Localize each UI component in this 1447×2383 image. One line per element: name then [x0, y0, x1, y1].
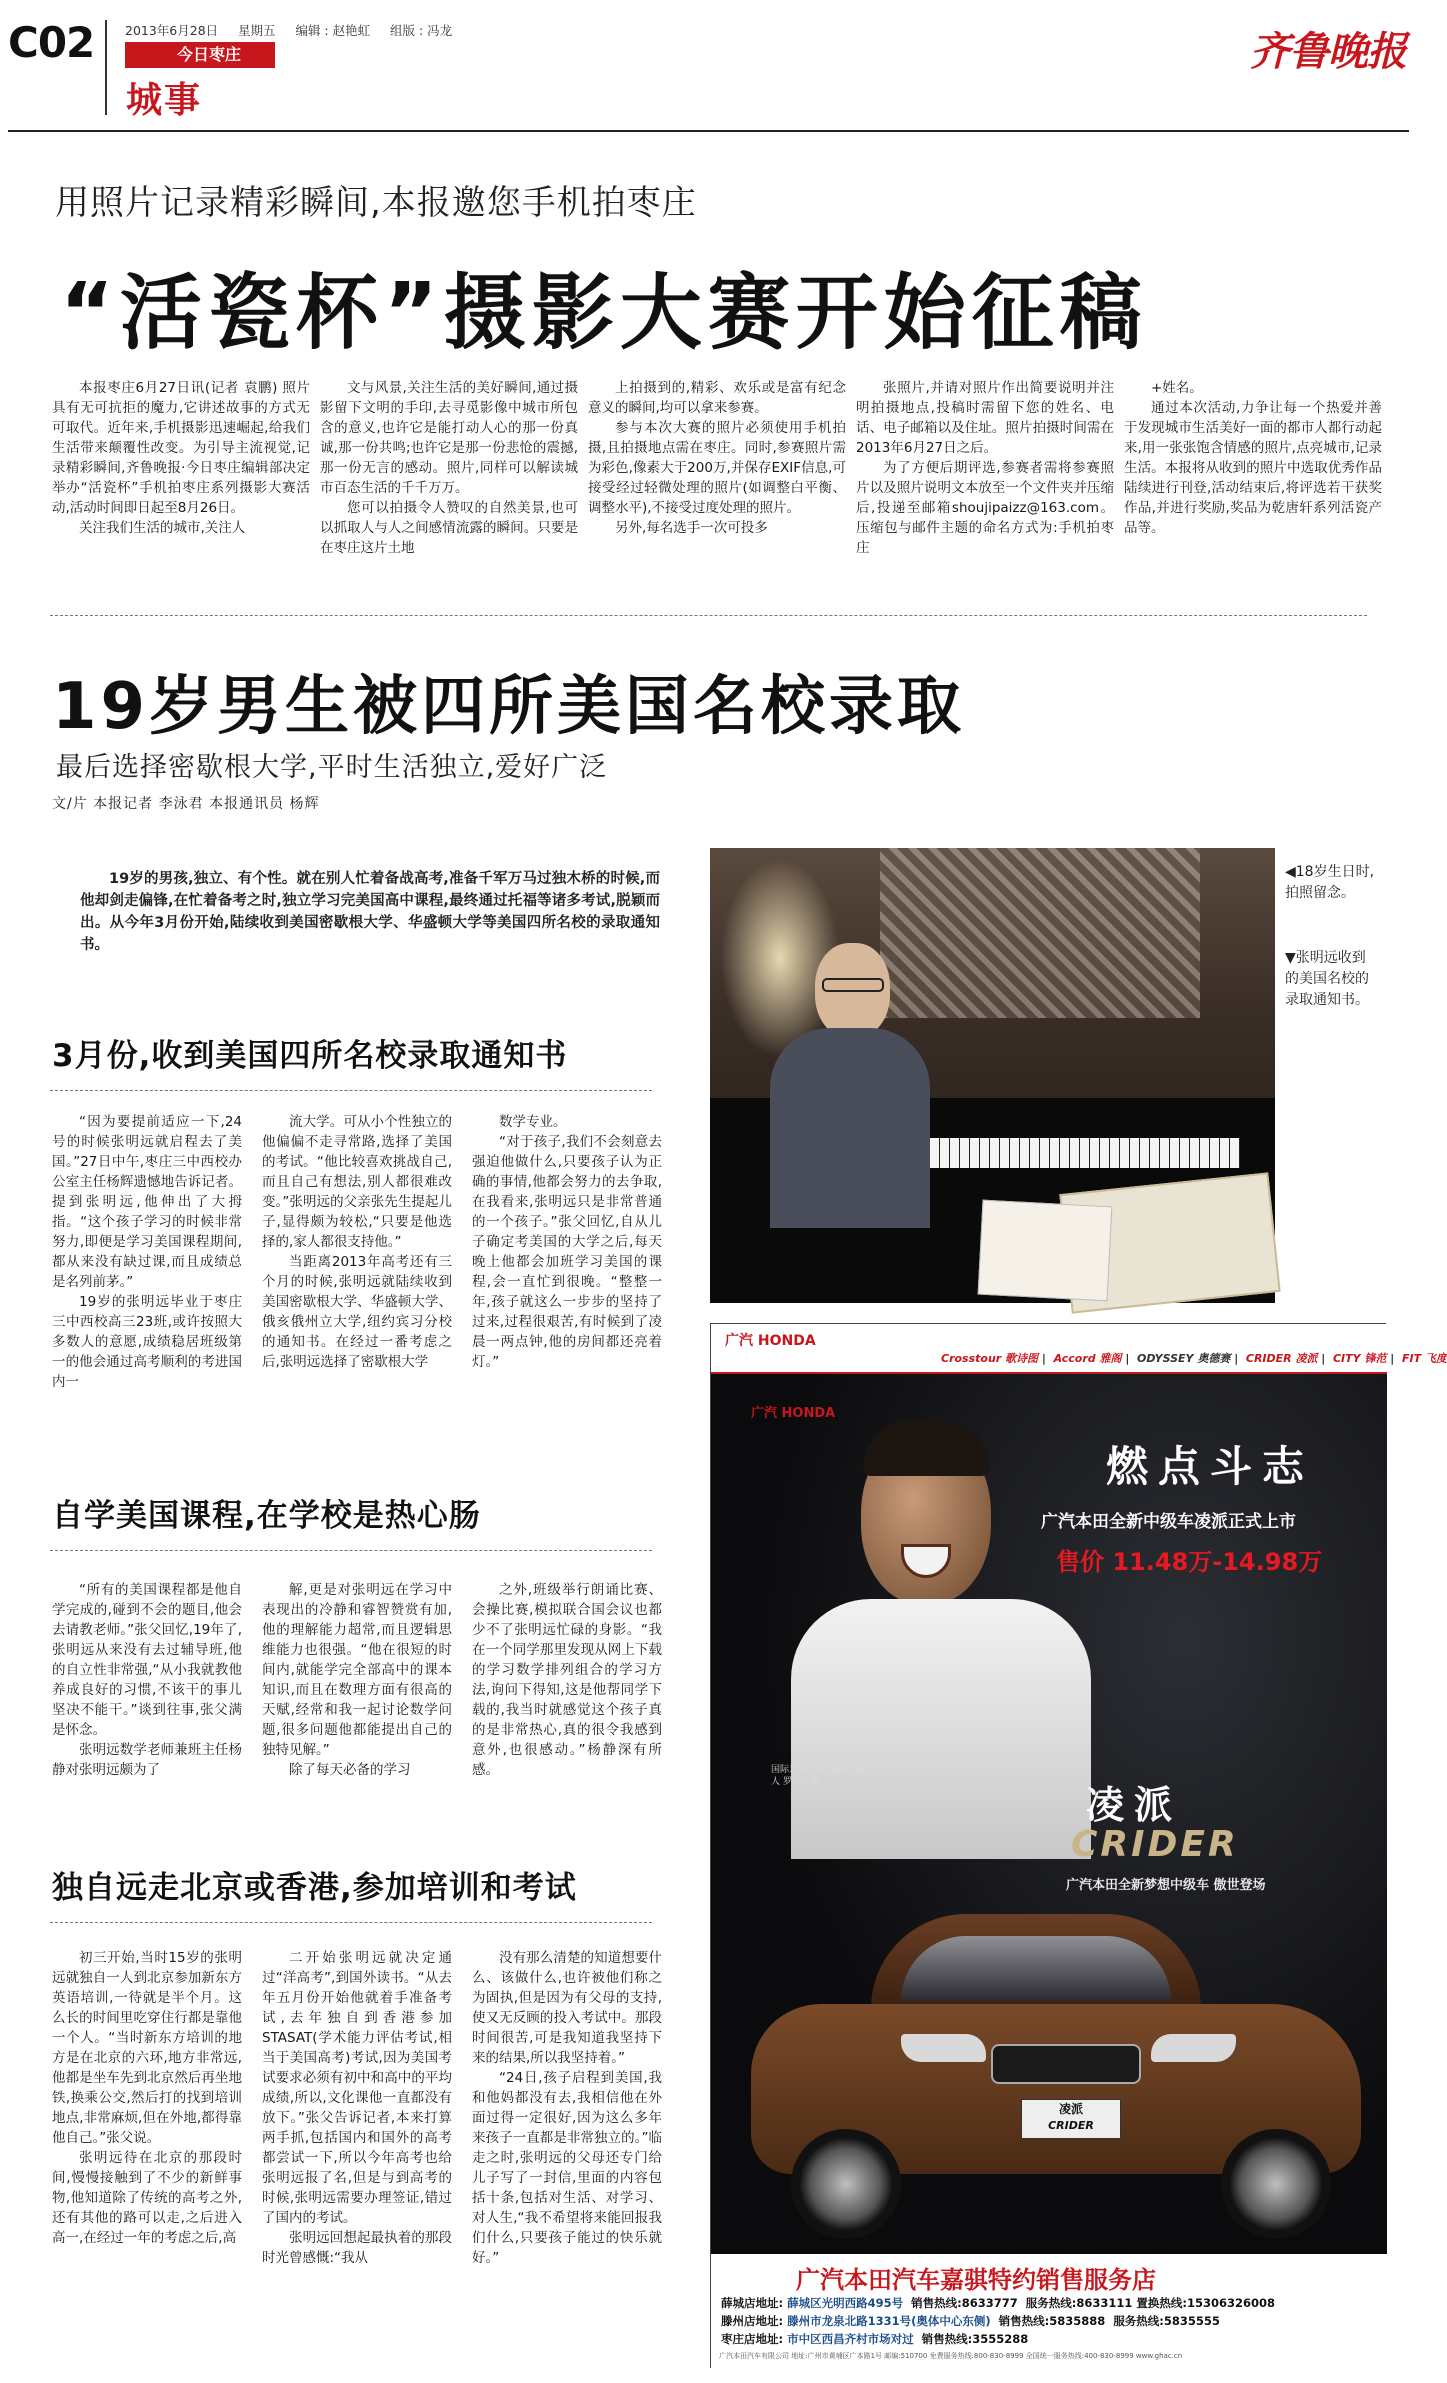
photo-caption-1: ◀18岁生日时,拍照留念。 — [1285, 864, 1375, 901]
ad-model-4: CRIDER 凌派 — [1245, 1352, 1318, 1365]
subhead-2-rule — [50, 1550, 652, 1551]
article2-byline: 文/片 本报记者 李泳君 本报通讯员 杨辉 — [52, 796, 320, 812]
article2-deck: 最后选择密歇根大学,平时生活独立,爱好广泛 — [56, 752, 608, 783]
article2-lead: 19岁的男孩,独立、有个性。就在别人忙着备战高考,准备千军万马过独木桥的时候,而他却剑走偏锋,在忙着备考之时,独立学习完美国高中课程,最终通过托福等诸多考试,脱颖而出。从今年3月份开始,陆续收到美国密歇根大学、华盛顿大学等美国四所名校的录取通知书。 — [80, 871, 660, 953]
ad-model-5: CITY 锋范 — [1332, 1352, 1387, 1365]
paragraph: 19岁的张明远毕业于枣庄三中西校高三23班,或许按照大多数人的意愿,成绩稳居班级第一的他会通过高考顺利的考进国内一 — [52, 1294, 242, 1390]
subhead-2: 自学美国课程,在学校是热心肠 — [52, 1498, 481, 1534]
ad-ambassador: 国际足球巨星 凌派形象代言人 罗纳尔多 — [771, 1765, 882, 1787]
s1-col3: 数学专业。 “对于孩子,我们不会刻意去强迫他做什么,只要孩子认为正确的事情,他都会努力的去争取,在我看来,张明远只是非常普通的一个孩子。”张父回忆,自从儿子确定考美国的大学之后,每天晚上他都会加班学习美国的课程,会一直忙到很晚。“整整一年,孩子就这么一步步的坚持了过来,过程很艰苦,有时候到了凌晨一两点钟,他的房间都还亮着灯。” — [472, 1114, 662, 1370]
masthead-logo: 齐鲁晚报 — [1250, 28, 1406, 75]
ad-dealer-address: 滕州市龙泉北路1331号(奥体中心东侧) — [787, 2314, 991, 2328]
header-meta — [125, 21, 452, 39]
article1-col3: 上拍摄到的,精彩、欢乐或是富有纪念意义的瞬间,均可以拿来参赛。 参与本次大赛的照片必须使用手机拍摄,且拍摄地点需在枣庄。同时,参赛照片需为彩色,像素大于200万,并保存EXIF信息,可接受经过轻微处理的照片(如调整白平衡、调整水平),不接受过度处理的照片。 另外,每名选手一次可投多 — [588, 380, 846, 536]
section-tag: 今日枣庄 — [125, 42, 275, 68]
ad-model-2: Accord 雅阁 — [1053, 1352, 1122, 1365]
paragraph: 当距离2013年高考还有三个月的时候,张明远就陆续收到美国密歇根大学、华盛顿大学、俄亥俄州立大学,纽约宾习分校的通知书。在经过一番考虑之后,张明远选择了密歇根大学 — [262, 1254, 452, 1370]
paragraph: 除了每天必备的学习 — [289, 1762, 411, 1778]
lattice-screen — [880, 848, 1200, 1018]
person-body — [770, 1028, 930, 1228]
subhead-3: 独自远走北京或香港,参加培训和考试 — [52, 1870, 577, 1906]
paragraph: 参与本次大赛的照片必须使用手机拍摄,且拍摄地点需在枣庄。同时,参赛照片需为彩色,像素大于200万,并保存EXIF信息,可接受经过轻微处理的照片(如调整白平衡、调整水平),不接受过度处理的照片。 — [588, 420, 846, 516]
section-title: 城事 — [126, 80, 203, 121]
ad-dealer-service: 服务热线:5835555 — [1113, 2314, 1220, 2328]
ad-dealer-sales: 销售热线:5835888 — [998, 2314, 1106, 2328]
article1-col1: 本报枣庄6月27日讯(记者 袁鹏) 照片具有无可抗拒的魔力,它讲述故事的方式无可取代。近年来,手机摄影迅速崛起,给我们生活带来颠覆性改变。为引导主流视觉,记录精彩瞬间,齐鲁晚报·今日枣庄编辑部决定举办“活瓷杯”手机拍枣庄系列摄影大赛活动,活动时间即日起至8月26日。 关注我们生活的城市,关注人 — [52, 380, 310, 536]
subhead-3-rule — [50, 1922, 652, 1923]
ad-fine-print: 广汽本田汽车有限公司 地址:广州市黄埔区广本路1号 邮编:510700 免费服务热线:800-830-8999 全国统一服务热线:400-830-8999 www.ghac.cn — [719, 2352, 1183, 2360]
ad-slogan: 广汽本田全新梦想中级车 傲世登场 — [1066, 1878, 1266, 1893]
layout-credit: 组版 : 冯龙 — [389, 23, 453, 38]
ad-brand-top: 广汽 HONDA — [725, 1333, 816, 1349]
article1-col4: 张照片,并请对照片作出简要说明并注明拍摄地点,投稿时需留下您的姓名、电话、电子邮箱以及住址。照片拍摄时间需在2013年6月27日之后。 为了方便后期评选,参赛者需将参赛照片以及照片说明文本放至一个文件夹并压缩后,投递至邮箱shoujipaizz@163.com。压缩包与邮件主题的命名方式为:手机拍枣庄 — [856, 380, 1114, 556]
car-windshield — [901, 1936, 1171, 2001]
ad-model-list: Crosstour 歌诗图 | Accord 雅阁 | ODYSSEY 奥德赛 | CRIDER 凌派 | CITY 锋范 | FIT 飞度 — [941, 1352, 1447, 1365]
s1-col1: “因为要提前适应一下,24号的时候张明远就启程去了美国。”27日中午,枣庄三中西校办公室主任杨辉遗憾地告诉记者。提到张明远,他伸出了大拇指。“这个孩子学习的时候非常努力,即便是学习美国课程期间,都从来没有缺过课,而且成绩总是名列前茅。” 19岁的张明远毕业于枣庄三中西校高三23班,或许按照大多数人的意愿,成绩稳居班级第一的他会通过高考顺利的考进国内一 — [52, 1114, 242, 1390]
ad-dealer-address: 市中区西昌齐村市场对过 — [787, 2332, 914, 2346]
article2-headline: 19岁男生被四所美国名校录取 — [52, 670, 966, 744]
car-grille — [991, 2044, 1141, 2084]
ad-dealer-row — [721, 2330, 1381, 2348]
ad-dealer-sales: 销售热线:3555288 — [921, 2332, 1029, 2346]
paragraph: 关注我们生活的城市,关注人 — [79, 520, 246, 536]
car-image — [751, 1914, 1361, 2244]
ad-subtitle: 广汽本田全新中级车凌派正式上市 — [1041, 1512, 1296, 1532]
ad-price: 售价 11.48万-14.98万 — [1056, 1548, 1323, 1576]
athlete-hair — [863, 1421, 989, 1476]
paragraph: 通过本次活动,力争让每一个热爱并善于发现城市生活美好一面的都市人都行动起来,用一张张饱含情感的照片,点亮城市,记录生活。本报将从收到的照片中选取优秀作品陆续进行刊登,活动结束后,将评选若干获奖作品,并进行奖励,奖品为乾唐轩系列活瓷产品等。 — [1124, 400, 1382, 536]
article1-col2: 文与风景,关注生活的美好瞬间,通过摄影留下文明的手印,去寻觅影像中城市所包含的意义,也许它是能打动人心的那一份真诚,那一份共鸣;也许它是那一份悲怆的震撼,那一份无言的感动。照片,同样可以解读城市百态生活的千千万万。 您可以拍摄令人赞叹的自然美景,也可以抓取人与人之间感情流露的瞬间。只要是在枣庄这片土地 — [320, 380, 578, 556]
paragraph: 您可以拍摄令人赞叹的自然美景,也可以抓取人与人之间感情流露的瞬间。只要是在枣庄这片土地 — [320, 500, 578, 556]
article1-headline: “活瓷杯”摄影大赛开始征稿 — [60, 266, 1148, 361]
ad-dealer-sales: 销售热线:8633777 — [911, 2296, 1018, 2310]
car-plate-cn: 凌派 — [1058, 2102, 1083, 2116]
ad-dealer-name: 广汽本田汽车嘉骐特约销售服务店 — [796, 2266, 1156, 2294]
ad-dealer-row — [721, 2312, 1381, 2330]
article1-bottom-rule — [50, 615, 1367, 616]
paragraph: 张明远数学老师兼班主任杨静对张明远颇为了 — [52, 1742, 242, 1778]
issue-weekday: 星期五 — [238, 23, 276, 38]
paragraph: “对于孩子,我们不会刻意去强迫他做什么,只要孩子认为正确的事情,他都会努力的去争取,在我看来,张明远只是非常普通的一个孩子。”张父回忆,自从儿子确定考美国的大学之后,每天晚上他都会加班学习美国的课程,会一直忙到很晚。“整整一年,孩子就这么一步步的坚持了过来,过程很艰苦,有时候到了凌晨一两点钟,他的房间都还亮着灯。” — [472, 1134, 662, 1370]
header-rule — [8, 130, 1409, 132]
header-divider-vertical — [105, 20, 107, 115]
ad-dealer-rows — [721, 2294, 1381, 2348]
ad-title: 燃点斗志 — [1106, 1442, 1315, 1491]
person-glasses — [822, 978, 884, 992]
article1-deck: 用照片记录精彩瞬间,本报邀您手机拍枣庄 — [55, 183, 697, 223]
paragraph: 张明远回想起最执着的那段时光曾感慨:“我从 — [262, 2230, 452, 2266]
car-plate-en: CRIDER — [1048, 2119, 1094, 2132]
ad-dealer-row — [721, 2294, 1381, 2312]
certificate-2 — [978, 1200, 1113, 1302]
ad-model-en: CRIDER — [1071, 1824, 1239, 1865]
student-photo — [710, 848, 1275, 1303]
ad-model-cn: 凌派 — [1086, 1783, 1183, 1827]
honda-ad — [710, 1323, 1447, 2368]
athlete-figure — [791, 1429, 1091, 1859]
car-headlight-right — [1151, 2034, 1236, 2062]
car-plate — [1021, 2099, 1121, 2139]
paragraph: “24日,孩子启程到美国,我和他妈都没有去,我相信他在外面过得一定很好,因为这么多年来孩子一直都是非常独立的。”临走之时,张明远的父母还专门给儿子写了一封信,里面的内容包括十条,包括对生活、对学习、对人生,“我不希望将来能回报我们什么,只要孩子能过的快乐就好。” — [472, 2070, 662, 2266]
paragraph: 为了方便后期评选,参赛者需将参赛照片以及照片说明文本放至一个文件夹并压缩后,投递至邮箱shoujipaizz@163.com。压缩包与邮件主题的命名方式为:手机拍枣庄 — [856, 460, 1114, 556]
issue-date: 2013年6月28日 — [125, 23, 219, 38]
editor-credit: 编辑 : 赵艳虹 — [295, 23, 371, 38]
car-wheel-left — [791, 2129, 901, 2239]
subhead-1-rule — [50, 1090, 652, 1091]
ad-model-3: ODYSSEY 奥德赛 — [1137, 1352, 1231, 1365]
subhead-1: 3月份,收到美国四所名校录取通知书 — [52, 1038, 568, 1074]
s2-col2: 解,更是对张明远在学习中表现出的冷静和睿智赞赏有加,他的理解能力超常,而且逻辑思维能力也很强。“他在很短的时间内,就能学完全部高中的课本知识,而且在数理方面有很高的天赋,经常和我一起讨论数学问题,很多问题他都能提出自己的独特见解。” 除了每天必备的学习 — [262, 1582, 452, 1778]
ad-model-1: Crosstour 歌诗图 — [941, 1352, 1039, 1365]
ad-brand-inner: 广汽 HONDA — [751, 1406, 836, 1421]
s3-col1: 初三开始,当时15岁的张明远就独自一人到北京参加新东方英语培训,一待就是半个月。这么长的时间里吃穿住行都是靠他一个人。“当时新东方培训的地方是在北京的六环,地方非常远,他都是坐车先到北京然后再坐地铁,换乘公交,然后打的找到培训地点,非常麻烦,但在外地,都得靠他自己。”张父说。 张明远待在北京的那段时间,慢慢接触到了不少的新鲜事物,他知道除了传统的高考之外,还有其他的路可以走,之后进入高一,在经过一年的考虑之后,高 — [52, 1950, 242, 2246]
ad-model-6: FIT 飞度 — [1401, 1352, 1447, 1365]
ad-dealer-label: 薛城店地址: — [721, 2296, 784, 2310]
page-number: C02 — [8, 18, 95, 67]
ad-dealer-label: 枣庄店地址: — [721, 2332, 784, 2346]
ad-dealer-panel — [711, 2254, 1387, 2369]
car-wheel-right — [1221, 2129, 1331, 2239]
ad-top-bar — [711, 1324, 1447, 1374]
piano-keys — [900, 1138, 1240, 1168]
s1-col2: 流大学。可从小个性独立的他偏偏不走寻常路,选择了美国的考试。“他比较喜欢挑战自己,而且自己有想法,别人都很难改变。”张明远的父亲张先生提起儿子,显得颇为较松,“只要是他选择的,家人都很支持他。” 当距离2013年高考还有三个月的时候,张明远就陆续收到美国密歇根大学、华盛顿大学、俄亥俄州立大学,纽约宾习分校的通知书。在经过一番考虑之后,张明远选择了密歇根大学 — [262, 1114, 452, 1370]
athlete-shirt — [791, 1599, 1091, 1859]
paragraph: 另外,每名选手一次可投多 — [615, 520, 768, 536]
photo-caption-2: ▼张明远收到的美国名校的录取通知书。 — [1285, 950, 1369, 1008]
ad-dealer-label: 滕州店地址: — [721, 2314, 784, 2328]
s2-col3: 之外,班级举行朗诵比赛、会操比赛,模拟联合国会议也都少不了张明远忙碌的身影。“我在一个同学那里发现从网上下载的学习数学排列组合的学习方法,询问下得知,这是他帮同学下载的,我当时就感觉这个孩子真的是非常热心,真的很令我感到意外,也很感动。”杨静深有所感。 — [472, 1582, 662, 1778]
ad-dealer-address: 薛城区光明西路495号 — [787, 2296, 904, 2310]
s2-col1: “所有的美国课程都是他自学完成的,碰到不会的题目,他会去请教老师。”张父回忆,19年了,张明远从来没有去过辅导班,他的自立性非常强,“从小我就教他养成良好的习惯,不该干的事儿坚决不能干。”谈到往事,张父满是怀念。 张明远数学老师兼班主任杨静对张明远颇为了 — [52, 1582, 242, 1778]
paragraph: 张明远待在北京的那段时间,慢慢接触到了不少的新鲜事物,他知道除了传统的高考之外,还有其他的路可以走,之后进入高一,在经过一年的考虑之后,高 — [52, 2150, 242, 2246]
article1-col5: +姓名。 通过本次活动,力争让每一个热爱并善于发现城市生活美好一面的都市人都行动起来,用一张张饱含情感的照片,点亮城市,记录生活。本报将从收到的照片中选取优秀作品陆续进行刊登,活动结束后,将评选若干获奖作品,并进行奖励,奖品为乾唐轩系列活瓷产品等。 — [1124, 380, 1382, 536]
ad-dealer-service: 服务热线:8633111 置换热线:15306326008 — [1025, 2296, 1276, 2310]
car-headlight-left — [901, 2034, 986, 2062]
s3-col2: 二开始张明远就决定通过“洋高考”,到国外读书。“从去年五月份开始他就着手准备考试,去年独自到香港参加STASAT(学术能力评估考试,相当于美国高考)考试,因为美国考试要求必须有初中和高中的平均成绩,所以,文化课他一直都没有放下。”张父告诉记者,本来打算两手抓,包括国内和国外的高考都尝试一下,所以今年高考也给张明远报了名,但是与到高考的时候,张明远需要办理签证,错过了国内的考试。 张明远回想起最执着的那段时光曾感慨:“我从 — [262, 1950, 452, 2266]
s3-col3: 没有那么清楚的知道想要什么、该做什么,也许被他们称之为固执,但是因为有父母的支持,使又无反顾的投入考试中。那段时间很苦,可是我知道我坚持下来的结果,所以我坚持着。” “24日,孩子启程到美国,我和他妈都没有去,我相信他在外面过得一定很好,因为这么多年来孩子一直都是非常独立的。”临走之时,张明远的父母还专门给儿子写了一封信,里面的内容包括十条,包括对生活、对学习、对人生,“我不希望将来能回报我们什么,只要孩子能过的快乐就好。” — [472, 1950, 662, 2266]
